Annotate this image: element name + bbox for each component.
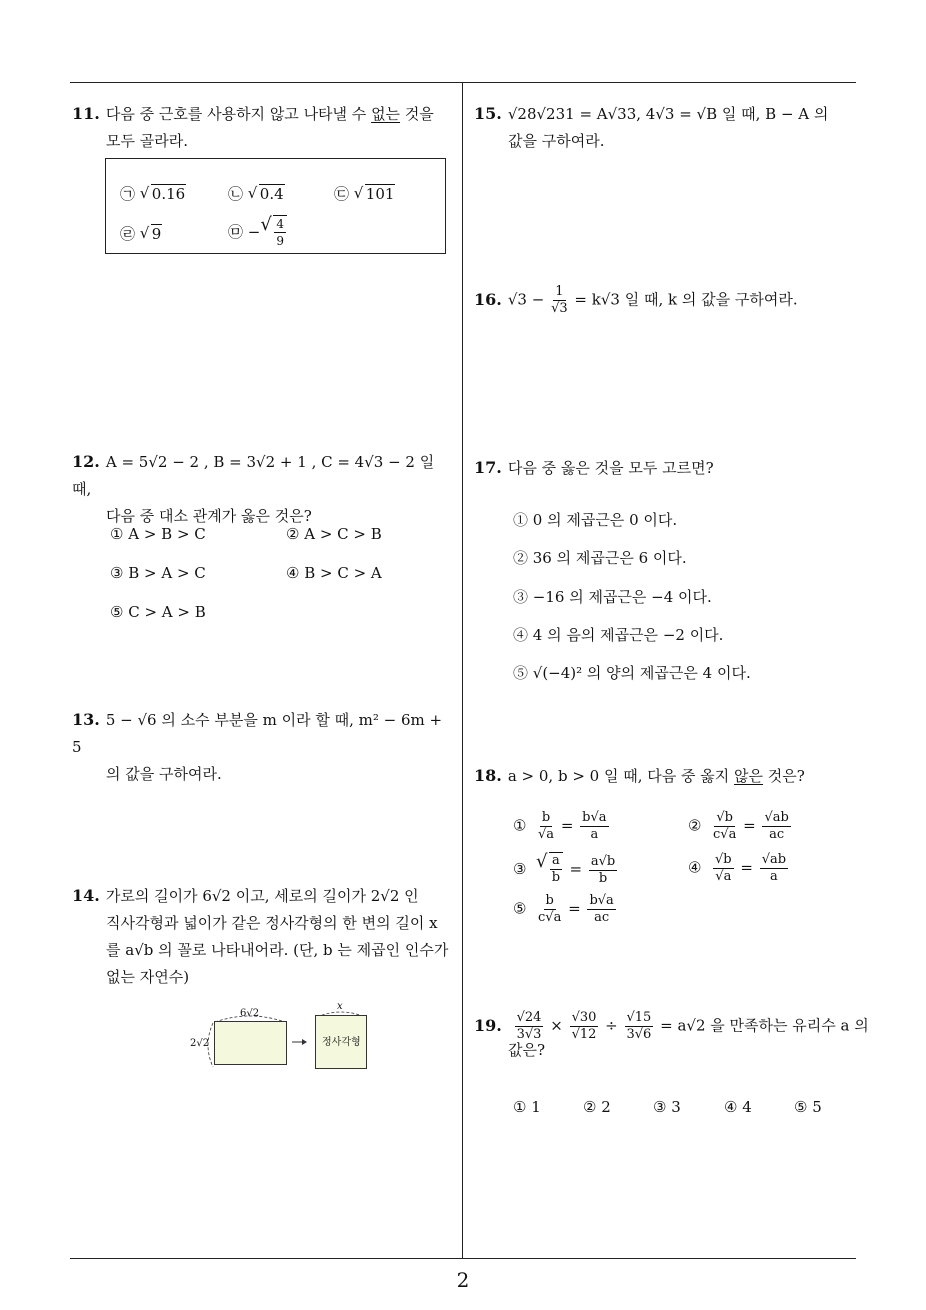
question-text-line2: 모두 골라라.: [106, 132, 188, 150]
question-text-line2: 값을 구하여라.: [508, 132, 605, 150]
question-14: [72, 882, 456, 991]
question-text: a > 0, b > 0 일 때, 다음 중 옳지 않은 것은?: [507, 767, 805, 785]
question-text: √28√231 = A√33, 4√3 = √B 일 때, B − A 의: [507, 105, 829, 123]
width-label: 6√2: [240, 1008, 260, 1019]
question-16: [474, 284, 864, 317]
question-text-line2: 값은?: [508, 1041, 546, 1059]
choice-5: ㉤ − √ $\frac{4}{9}$: [228, 215, 289, 249]
question-text-line3: 를 a√b 의 꼴로 나타내어라. (단, b 는 제곱인 인수가: [106, 941, 449, 959]
question-15: [474, 100, 864, 155]
question-number: 11.: [72, 104, 100, 123]
question-text: = a√2 을 만족하는 유리수 a 의: [660, 1016, 869, 1035]
side-label: x: [337, 1001, 343, 1012]
question-17: [474, 454, 864, 482]
choice-2: ② $\frac{√b}{c√a}$ = $\frac{√ab}{ac}$: [688, 810, 789, 842]
choice-3: ③ √ $\frac{a}{b}$ = $\frac{a√b}{b}$: [513, 852, 619, 887]
choice-4: ㉣ √ 9: [120, 223, 162, 244]
choice-5: ⑤ $\frac{b}{c√a}$ = $\frac{b√a}{ac}$: [513, 893, 614, 925]
bottom-rule: [70, 1258, 856, 1259]
question-number: 17.: [474, 458, 502, 477]
choices-box: [105, 158, 446, 254]
question-text-line2: 다음 중 대소 관계가 옳은 것은?: [106, 507, 312, 525]
choice-3: ③ B > A > C: [110, 564, 206, 582]
question-13: [72, 706, 456, 788]
choice-4: ④ B > C > A: [286, 564, 382, 582]
question-18: [474, 762, 864, 790]
question-text-line2: 의 값을 구하여라.: [106, 765, 222, 783]
choice-4: ④ 4: [724, 1098, 752, 1116]
question-text: 다음 중 옳은 것을 모두 고르면?: [507, 459, 714, 477]
question-19: 19. $\frac{√24}{3√3}$ × $\frac{√30}{√12}$ ÷ $\frac{√15}{3√6}$ = a√2 을 만족하는 유리수 a 의 값은?: [474, 1010, 874, 1064]
choice-2: ② 36 의 제곱근은 6 이다.: [513, 549, 687, 567]
choice-4: ④ 4 의 음의 제곱근은 −2 이다.: [513, 626, 724, 644]
choice-5: ⑤ √(−4)² 의 양의 제곱근은 4 이다.: [513, 664, 751, 682]
height-label: 2√2: [190, 1038, 210, 1049]
choice-1: ① 0 의 제곱근은 0 이다.: [513, 511, 678, 529]
question-text: A = 5√2 − 2 , B = 3√2 + 1 , C = 4√3 − 2 일 때,: [72, 453, 435, 498]
choice-2: ㉡ √ 0.4: [228, 183, 285, 204]
question-text: 5 − √6 의 소수 부분을 m 이라 할 때, m² − 6m + 5: [72, 711, 443, 756]
question-number: 12.: [72, 452, 100, 471]
fraction: $\frac{1}{√3}$: [551, 284, 568, 316]
question-text-line2: 직사각형과 넓이가 같은 정사각형의 한 변의 길이 x: [106, 914, 438, 932]
question-number: 13.: [72, 710, 100, 729]
question-text-tail: = k√3 일 때, k 의 값을 구하여라.: [574, 290, 798, 309]
question-text: 가로의 길이가 6√2 이고, 세로의 길이가 2√2 인: [105, 887, 419, 905]
top-rule: [70, 82, 856, 83]
question-number: 19.: [474, 1015, 502, 1035]
page-number: 2: [456, 1268, 470, 1292]
choice-5: ⑤ 5: [794, 1098, 822, 1116]
choice-5: ⑤ C > A > B: [110, 603, 206, 621]
question-11: [72, 100, 452, 155]
question-12: [72, 448, 456, 530]
column-divider: [462, 83, 463, 1258]
question-text: √3 −: [507, 290, 545, 309]
question-number: 14.: [72, 886, 100, 905]
choice-1: ① 1: [513, 1098, 541, 1116]
fraction-1: $\frac{√24}{3√3}$: [516, 1010, 542, 1042]
choice-2: ② A > C > B: [286, 525, 382, 543]
choice-3: ③ 3: [653, 1098, 681, 1116]
choice-3: ③ −16 의 제곱근은 −4 이다.: [513, 588, 712, 606]
question-text: 다음 중 근호를 사용하지 않고 나타낼 수 없는 것을: [105, 105, 434, 123]
choice-4: ④ $\frac{√b}{√a}$ = $\frac{√ab}{a}$: [688, 852, 787, 884]
choice-2: ② 2: [583, 1098, 611, 1116]
choice-3: ㉢ √ 101: [334, 183, 395, 204]
question-number: 18.: [474, 766, 502, 785]
fraction-2: $\frac{√30}{√12}$: [571, 1010, 597, 1042]
question-number: 15.: [474, 104, 502, 123]
choice-1: ① A > B > C: [110, 525, 206, 543]
question-text-line4: 없는 자연수): [106, 968, 190, 986]
choice-1: ① $\frac{b}{√a}$ = $\frac{b√a}{a}$: [513, 810, 607, 842]
square-label: 정사각형: [322, 1037, 361, 1048]
rectangle: [214, 1021, 287, 1065]
fraction-3: $\frac{√15}{3√6}$: [626, 1010, 652, 1042]
choice-1: ㉠ √ 0.16: [120, 183, 186, 204]
question-number: 16.: [474, 289, 502, 309]
